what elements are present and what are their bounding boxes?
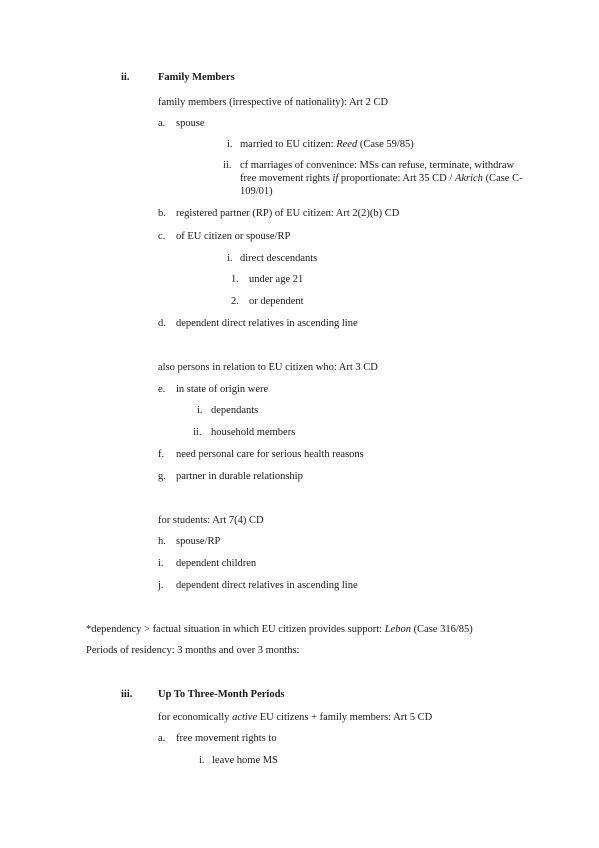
item-e-ii-text: household members: [211, 427, 296, 438]
section-iii-intro: for economically active EU citizens + family members: Art 5 CD: [158, 712, 433, 723]
item-e-i-text: dependants: [211, 405, 259, 416]
iii-item-a-i-text: leave home MS: [212, 755, 278, 766]
item-c-i-text: direct descendants: [240, 253, 318, 264]
item-f-text: need personal care for serious health reasons: [176, 449, 364, 460]
item-d-marker: d.: [158, 318, 166, 329]
item-b-marker: b.: [158, 208, 166, 219]
item-a-ii-line2: free movement rights if proportionate: Art 35 CD / Akrich (Case C-: [240, 173, 523, 184]
item-a-i-marker: i.: [227, 139, 233, 150]
residency-note: Periods of residency: 3 months and over 3 months:: [86, 645, 300, 656]
item-e-ii-marker: ii.: [193, 427, 202, 438]
item-a-text: spouse: [176, 118, 205, 129]
item-j-text: dependent direct relatives in ascending line: [176, 580, 358, 591]
case-name-akrich: Akrich: [454, 173, 483, 184]
item-c-text: of EU citizen or spouse/RP: [176, 231, 291, 242]
item-a-i-text: married to EU citizen: Reed (Case 59/85): [240, 139, 414, 150]
item-c-i-marker: i.: [227, 253, 233, 264]
section-ii-intro: family members (irrespective of nationality): Art 2 CD: [158, 97, 389, 108]
item-j-marker: j.: [158, 580, 164, 591]
item-i-text: dependent children: [176, 558, 257, 569]
iii-item-a-marker: a.: [158, 733, 166, 744]
item-e-text: in state of origin were: [176, 384, 269, 395]
item-b-text: registered partner (RP) of EU citizen: Art 2(2)(b) CD: [176, 208, 400, 219]
section-ii-heading: Family Members: [158, 72, 235, 83]
iii-item-a-text: free movement rights to: [176, 733, 277, 744]
item-h-marker: h.: [158, 536, 166, 547]
case-name-lebon: Lebon: [384, 624, 411, 635]
item-d-text: dependent direct relatives in ascending line: [176, 318, 358, 329]
item-a-marker: a.: [158, 118, 166, 129]
item-f-marker: f.: [158, 449, 165, 460]
item-c-1-marker: 1.: [231, 274, 239, 285]
section-ii-number: ii.: [121, 72, 130, 83]
item-a-ii-line3: 109/01): [240, 186, 273, 197]
dependency-note: *dependency > factual situation in which EU citizen provides support: Lebon (Case 316/85): [86, 624, 473, 635]
item-c-2-text: or dependent: [249, 296, 304, 307]
section-iii-heading: Up To Three-Month Periods: [158, 689, 285, 700]
item-a-ii-marker: ii.: [223, 160, 232, 171]
item-e-i-marker: i.: [197, 405, 203, 416]
item-c-marker: c.: [158, 231, 166, 242]
item-g-text: partner in durable relationship: [176, 471, 303, 482]
item-c-1-text: under age 21: [249, 274, 304, 285]
section-iii-number: iii.: [121, 689, 133, 700]
also-persons-intro: also persons in relation to EU citizen who: Art 3 CD: [158, 362, 378, 373]
item-e-marker: e.: [158, 384, 166, 395]
item-h-text: spouse/RP: [176, 536, 221, 547]
iii-item-a-i-marker: i.: [199, 755, 205, 766]
item-g-marker: g.: [158, 471, 166, 482]
item-c-2-marker: 2.: [231, 296, 239, 307]
students-intro: for students: Art 7(4) CD: [158, 515, 264, 526]
case-name-reed: Reed: [336, 139, 358, 150]
item-a-ii-line1: cf marriages of convenince: MSs can refuse, terminate, withdraw: [240, 160, 515, 171]
item-i-marker: i.: [158, 558, 164, 569]
